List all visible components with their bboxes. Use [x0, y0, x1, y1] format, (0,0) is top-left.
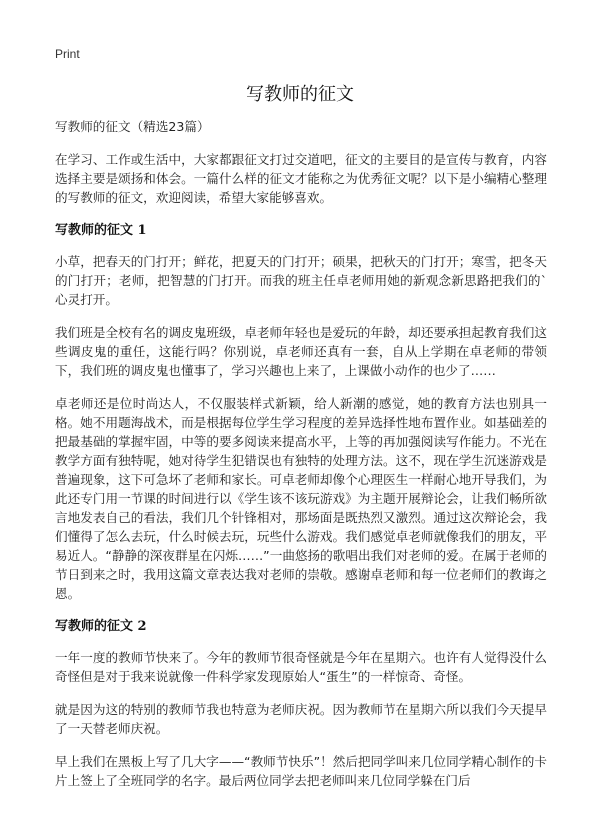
section-2-paragraph-3: 早上我们在黑板上写了几大字——“教师节快乐”！然后把同学叫来几位同学精心制作的卡片上签上了全班同学的名字。最后两位同学去把老师叫来几位同学躲在门后 [55, 754, 547, 788]
section-1-paragraph-3: 卓老师还是位时尚达人，不仅服装样式新颖，给人新潮的感觉，她的教育方法也别具一格。她不用题海战术，而是根据每位学生学习程度的差异选择性地布置作业。如基础差的把最基础的掌握牢固，中等的要多阅读来提高水平，上等的再加强阅读写作能力。不光在教学方面有独特呢，她对待学生犯错误也有独特的处理方法。这不，现在学生沉迷游戏是普遍现象，这下可急坏了老师和家长。可卓老师却像个心理医生一样耐心地开导我们，为此还专门用一节课的时间进行以《学生该不该玩游戏》为主题开展辩论会，让我们畅所欲言地发表自己的看法，我们几个针锋相对，那场面是既热烈又激烈。通过这次辩论会，我们懂得了怎么去玩，什么时候去玩，玩些什么游戏。我们感觉卓老师就像我们的朋友，平易近人。“静静的深夜群星在闪烁……”一曲悠扬的歌唱出我们对老师的爱。在属于老师的节日到来之时，我用这篇文章表达我对老师的崇敬。感谢卓老师和每一位老师们的教诲之恩。 [55, 396, 547, 601]
section-2-paragraph-1: 一年一度的教师节快来了。今年的教师节很奇怪就是今年在星期六。也许有人觉得没什么奇怪但是对于我来说就像一件科学家发现原始人“蛋生”的一样惊奇、奇怪。 [55, 650, 547, 684]
section-1-paragraph-2: 我们班是全校有名的调皮鬼班级，卓老师年轻也是爱玩的年龄，却还要承担起教育我们这些调皮鬼的重任，这能行吗？你别说，卓老师还真有一套，自从上学期在卓老师的带领下，我们班的调皮鬼也懂事了，学习兴趣也上来了，上课做小动作的也少了…… [55, 325, 547, 378]
page-title: 写教师的征文 [246, 84, 354, 105]
section-1-paragraph-1: 小草，把春天的门打开；鲜花，把夏天的门打开；硕果，把秋天的门打开；寒雪，把冬天的门打开；老师，把智慧的门打开。而我的班主任卓老师用她的新观念新思路把我们的`心灵打开。 [55, 254, 547, 307]
print-link[interactable]: Print [55, 47, 80, 61]
intro-paragraph: 在学习、工作或生活中，大家都跟征文打过交道吧，征文的主要目的是宣传与教育，内容选择主要是颂扬和体会。一篇什么样的征文才能称之为优秀征文呢？以下是小编精心整理的写教师的征文，欢迎阅读，希望大家能够喜欢。 [55, 152, 547, 205]
section-2-paragraph-2: 就是因为这的特别的教师节我也特意为老师庆祝。因为教师节在星期六所以我们今天提早了一天替老师庆祝。 [55, 702, 547, 736]
section-heading-1: 写教师的征文 1 [55, 223, 147, 238]
article-body [55, 117, 547, 804]
section-heading-2: 写教师的征文 2 [55, 619, 147, 634]
article-subtitle: 写教师的征文（精选23篇） [55, 119, 210, 134]
